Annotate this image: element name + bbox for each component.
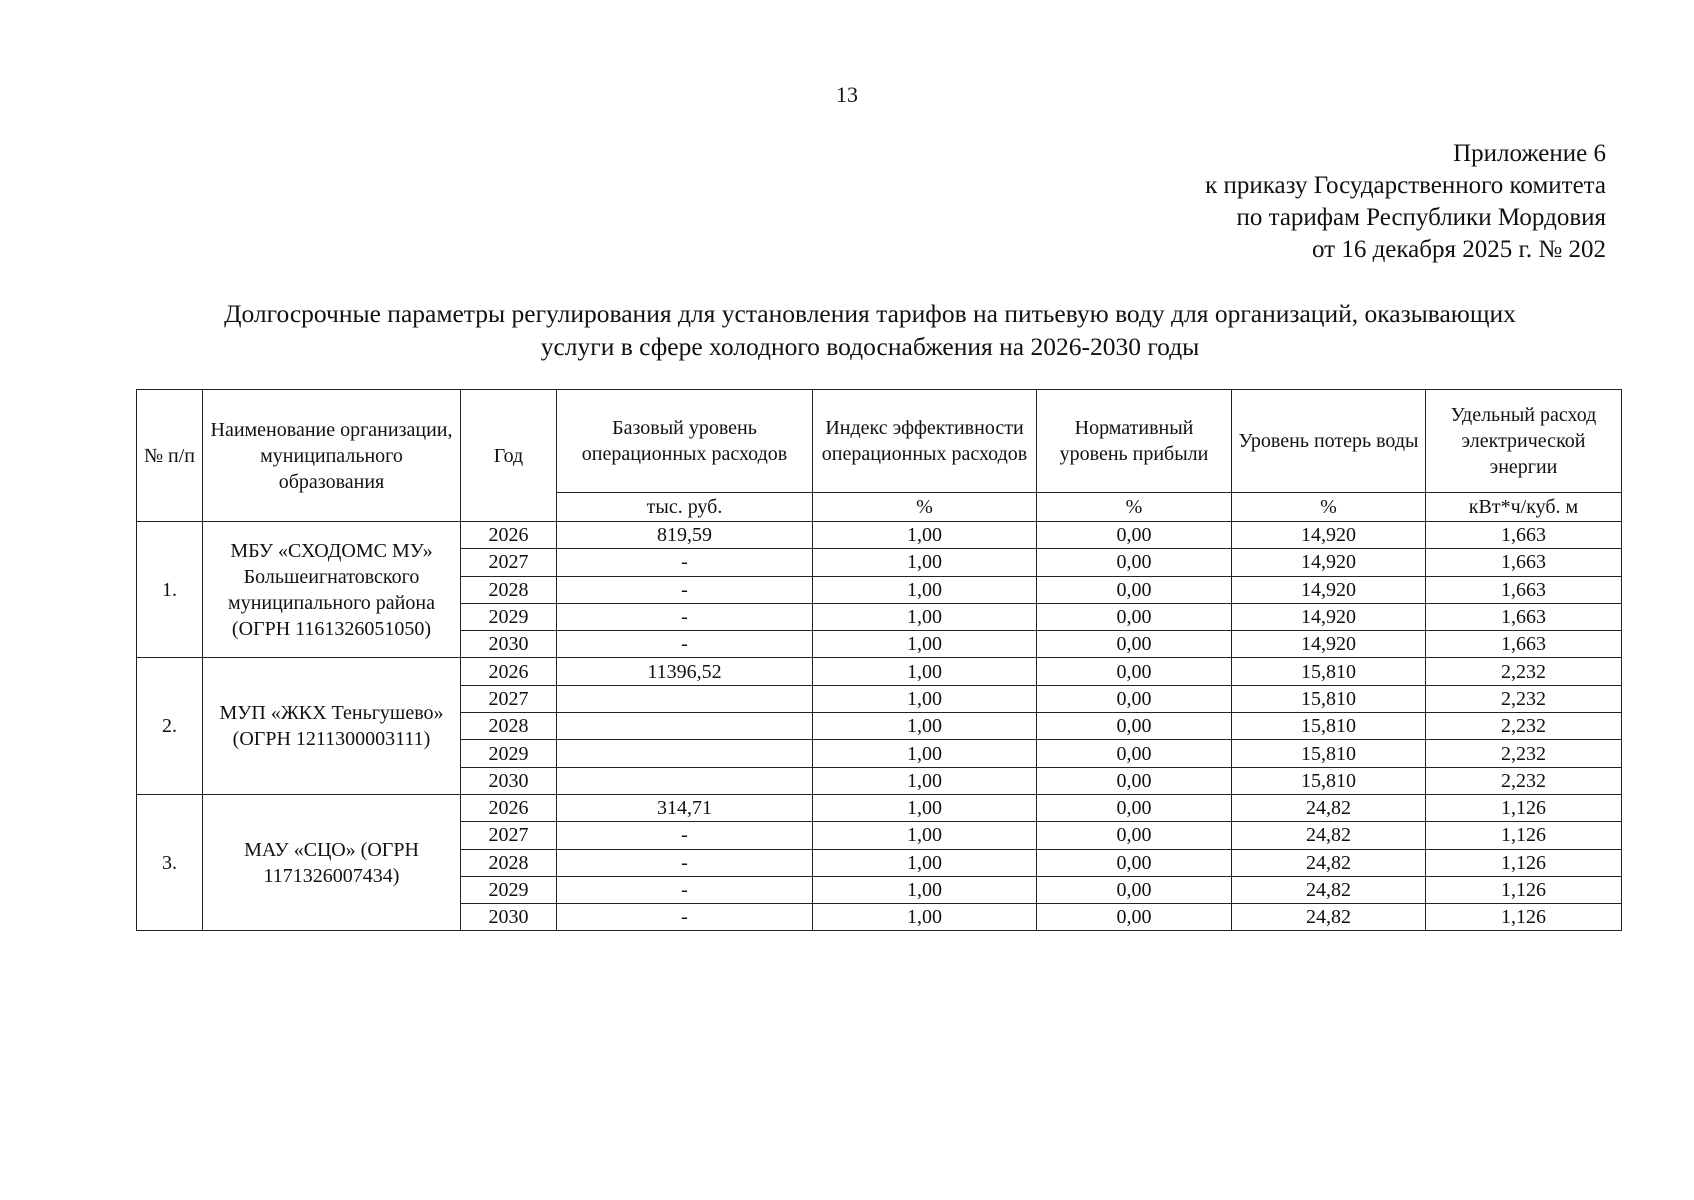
header-water-losses: Уровень потерь воды <box>1232 390 1426 493</box>
org-name: МБУ «СХОДОМС МУ» Большеигнатовского муниципального района (ОГРН 1161326051050) <box>203 522 461 658</box>
cell-index: 1,00 <box>813 522 1037 549</box>
cell-profit: 0,00 <box>1037 713 1232 740</box>
document-title <box>130 297 1610 363</box>
table-row <box>137 658 1622 685</box>
org-name: МУП «ЖКХ Теньгушево» (ОГРН 1211300003111) <box>203 658 461 794</box>
org-number: 3. <box>137 794 203 930</box>
cell-losses: 14,920 <box>1232 522 1426 549</box>
cell-profit: 0,00 <box>1037 876 1232 903</box>
cell-year: 2027 <box>461 549 557 576</box>
cell-year: 2028 <box>461 576 557 603</box>
cell-base: - <box>557 549 813 576</box>
cell-year: 2029 <box>461 603 557 630</box>
cell-profit: 0,00 <box>1037 849 1232 876</box>
cell-energy: 2,232 <box>1426 767 1622 794</box>
cell-losses: 24,82 <box>1232 876 1426 903</box>
tariff-table-wrapper <box>136 389 1622 931</box>
header-energy-consumption: Удельный расход электрической энергии <box>1426 390 1622 493</box>
cell-year: 2030 <box>461 767 557 794</box>
cell-year: 2029 <box>461 740 557 767</box>
title-line-1: Долгосрочные параметры регулирования для установления тарифов на питьевую воду для организаций, оказывающих <box>224 299 1516 328</box>
cell-year: 2029 <box>461 876 557 903</box>
cell-index: 1,00 <box>813 549 1037 576</box>
cell-losses: 15,810 <box>1232 685 1426 712</box>
cell-energy: 2,232 <box>1426 713 1622 740</box>
org-number: 1. <box>137 522 203 658</box>
cell-year: 2026 <box>461 794 557 821</box>
cell-base: - <box>557 631 813 658</box>
cell-profit: 0,00 <box>1037 522 1232 549</box>
cell-losses: 24,82 <box>1232 794 1426 821</box>
appendix-line-2: к приказу Государственного комитета <box>1205 172 1606 199</box>
cell-losses: 24,82 <box>1232 822 1426 849</box>
cell-base: 314,71 <box>557 794 813 821</box>
cell-energy: 1,663 <box>1426 522 1622 549</box>
cell-index: 1,00 <box>813 767 1037 794</box>
unit-profit-level: % <box>1037 493 1232 522</box>
cell-energy: 2,232 <box>1426 740 1622 767</box>
cell-base: - <box>557 603 813 630</box>
cell-profit: 0,00 <box>1037 631 1232 658</box>
header-num: № п/п <box>137 390 203 522</box>
appendix-block <box>1205 138 1606 266</box>
cell-energy: 2,232 <box>1426 685 1622 712</box>
cell-energy: 1,126 <box>1426 904 1622 931</box>
cell-energy: 1,663 <box>1426 603 1622 630</box>
cell-profit: 0,00 <box>1037 685 1232 712</box>
cell-year: 2030 <box>461 631 557 658</box>
cell-energy: 1,663 <box>1426 631 1622 658</box>
cell-losses: 15,810 <box>1232 767 1426 794</box>
cell-year: 2027 <box>461 685 557 712</box>
cell-index: 1,00 <box>813 849 1037 876</box>
cell-losses: 15,810 <box>1232 740 1426 767</box>
cell-profit: 0,00 <box>1037 603 1232 630</box>
cell-index: 1,00 <box>813 904 1037 931</box>
cell-index: 1,00 <box>813 713 1037 740</box>
table-row <box>137 794 1622 821</box>
cell-year: 2028 <box>461 849 557 876</box>
title-line-2: услуги в сфере холодного водоснабжения на 2026-2030 годы <box>540 332 1200 361</box>
cell-base <box>557 713 813 740</box>
unit-efficiency-index: % <box>813 493 1037 522</box>
cell-year: 2026 <box>461 658 557 685</box>
cell-losses: 14,920 <box>1232 603 1426 630</box>
cell-index: 1,00 <box>813 685 1037 712</box>
cell-profit: 0,00 <box>1037 904 1232 931</box>
header-profit-level: Нормативный уровень прибыли <box>1037 390 1232 493</box>
cell-base: - <box>557 822 813 849</box>
cell-index: 1,00 <box>813 631 1037 658</box>
unit-base-expenses: тыс. руб. <box>557 493 813 522</box>
org-name: МАУ «СЦО» (ОГРН 1171326007434) <box>203 794 461 930</box>
unit-energy-consumption: кВт*ч/куб. м <box>1426 493 1622 522</box>
cell-year: 2028 <box>461 713 557 740</box>
cell-base: - <box>557 876 813 903</box>
cell-energy: 1,126 <box>1426 849 1622 876</box>
table-row <box>137 522 1622 549</box>
cell-energy: 1,126 <box>1426 876 1622 903</box>
header-organization: Наименование организации, муниципального образования <box>203 390 461 522</box>
cell-year: 2026 <box>461 522 557 549</box>
cell-losses: 14,920 <box>1232 631 1426 658</box>
cell-losses: 15,810 <box>1232 658 1426 685</box>
cell-profit: 0,00 <box>1037 658 1232 685</box>
cell-index: 1,00 <box>813 740 1037 767</box>
cell-base: 819,59 <box>557 522 813 549</box>
cell-base <box>557 685 813 712</box>
cell-energy: 2,232 <box>1426 658 1622 685</box>
header-year: Год <box>461 390 557 522</box>
cell-energy: 1,126 <box>1426 822 1622 849</box>
cell-energy: 1,126 <box>1426 794 1622 821</box>
appendix-line-3: по тарифам Республики Мордовия <box>1236 204 1606 231</box>
unit-water-losses: % <box>1232 493 1426 522</box>
cell-losses: 24,82 <box>1232 904 1426 931</box>
header-row <box>137 390 1622 493</box>
appendix-line-4: от 16 декабря 2025 г. № 202 <box>1311 236 1606 263</box>
cell-index: 1,00 <box>813 822 1037 849</box>
cell-losses: 15,810 <box>1232 713 1426 740</box>
cell-year: 2030 <box>461 904 557 931</box>
cell-base: 11396,52 <box>557 658 813 685</box>
header-efficiency-index: Индекс эффективности операционных расходов <box>813 390 1037 493</box>
cell-losses: 24,82 <box>1232 849 1426 876</box>
tariff-table <box>136 389 1622 931</box>
cell-index: 1,00 <box>813 576 1037 603</box>
appendix-line-1: Приложение 6 <box>1453 140 1606 167</box>
cell-energy: 1,663 <box>1426 576 1622 603</box>
cell-base <box>557 740 813 767</box>
cell-profit: 0,00 <box>1037 576 1232 603</box>
cell-base: - <box>557 849 813 876</box>
cell-index: 1,00 <box>813 876 1037 903</box>
cell-profit: 0,00 <box>1037 822 1232 849</box>
cell-profit: 0,00 <box>1037 549 1232 576</box>
cell-base: - <box>557 904 813 931</box>
cell-profit: 0,00 <box>1037 767 1232 794</box>
cell-year: 2027 <box>461 822 557 849</box>
cell-index: 1,00 <box>813 658 1037 685</box>
cell-losses: 14,920 <box>1232 576 1426 603</box>
page-number: 13 <box>836 82 858 107</box>
cell-index: 1,00 <box>813 794 1037 821</box>
cell-index: 1,00 <box>813 603 1037 630</box>
cell-profit: 0,00 <box>1037 794 1232 821</box>
org-number: 2. <box>137 658 203 794</box>
cell-losses: 14,920 <box>1232 549 1426 576</box>
cell-profit: 0,00 <box>1037 740 1232 767</box>
cell-energy: 1,663 <box>1426 549 1622 576</box>
header-base-expenses: Базовый уровень операционных расходов <box>557 390 813 493</box>
cell-base <box>557 767 813 794</box>
cell-base: - <box>557 576 813 603</box>
